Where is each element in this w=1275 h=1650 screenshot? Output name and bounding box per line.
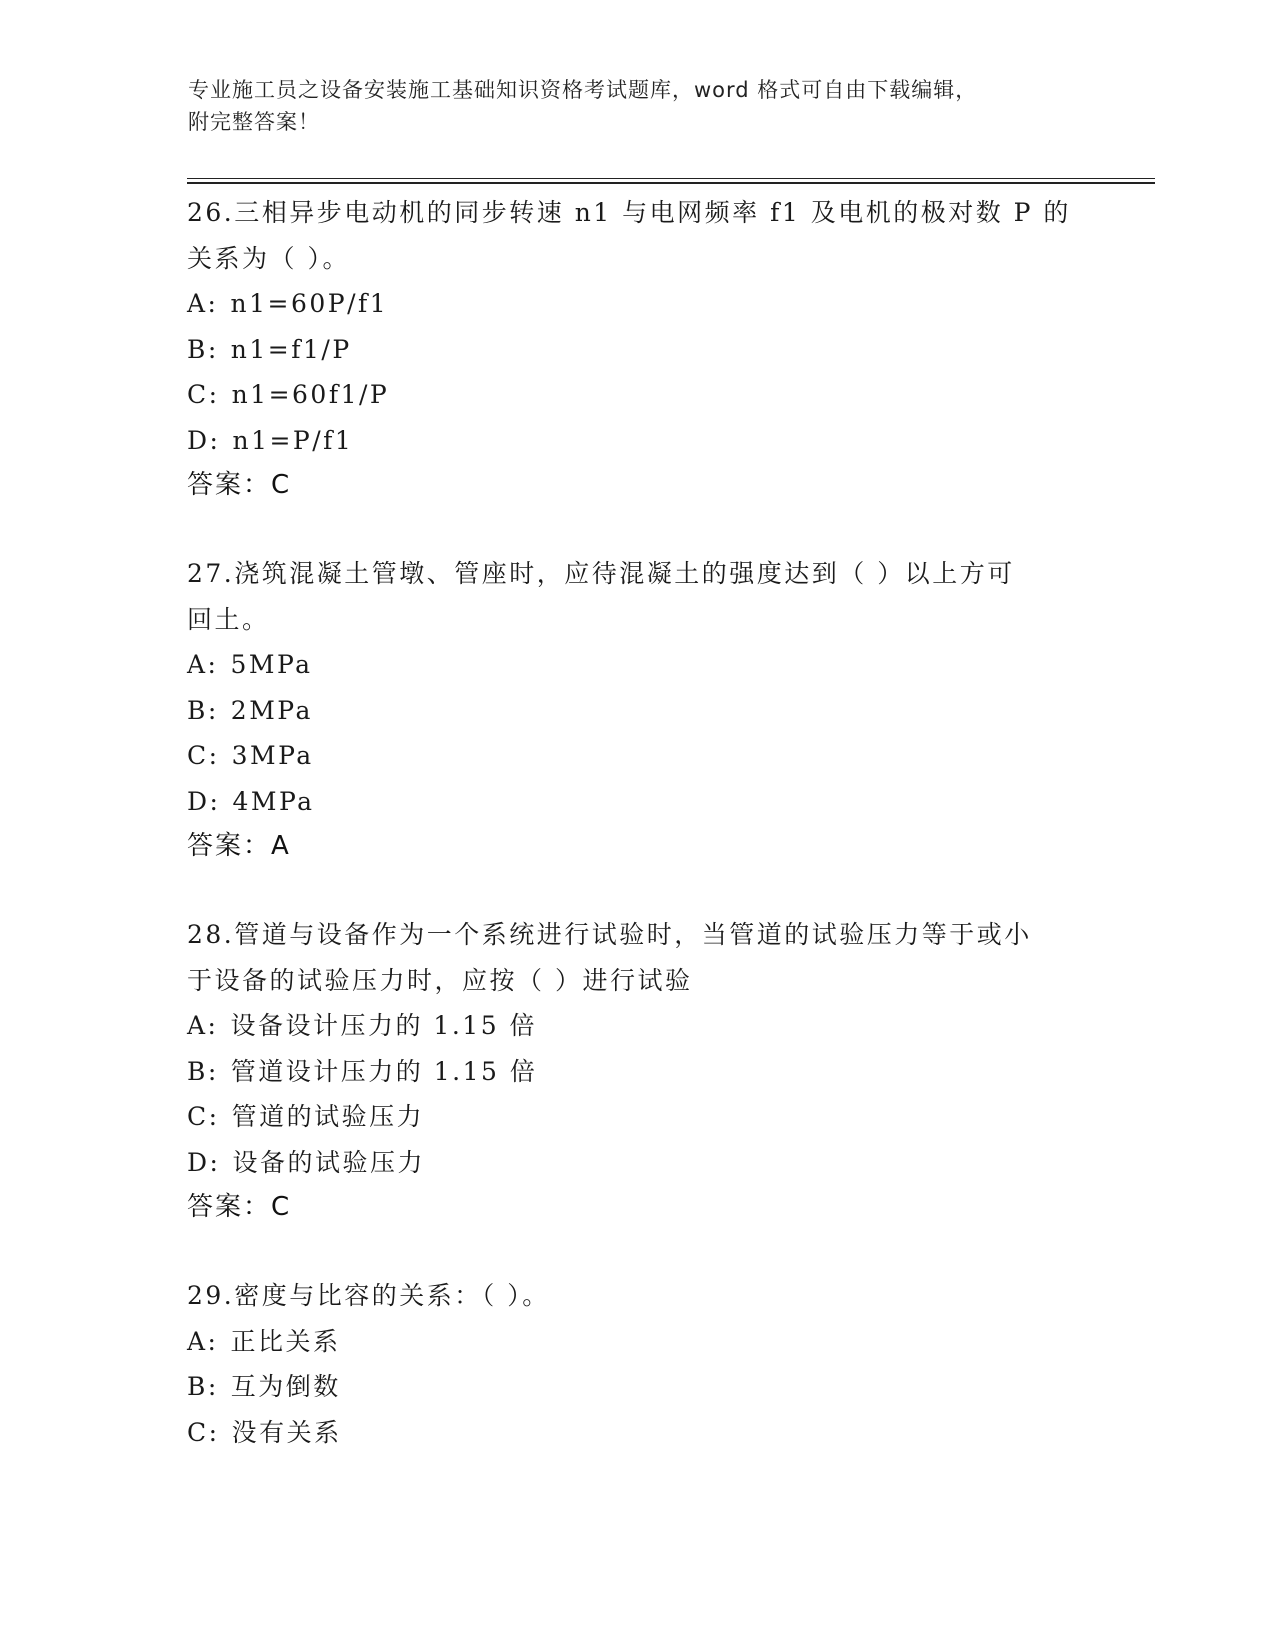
answer-key: 答案：C: [187, 470, 292, 500]
option-letter: A:: [187, 1326, 219, 1356]
question-stem-line: 于设备的试验压力时，应按（ ）进行试验: [187, 965, 693, 995]
option-letter: D:: [187, 786, 221, 816]
answer-option: [187, 688, 1087, 734]
option-letter: C:: [187, 741, 220, 770]
answer-option: [187, 1140, 1087, 1186]
answer-option: [187, 1410, 1087, 1456]
answer-option: [187, 1094, 1087, 1140]
question-stem: [187, 912, 1087, 1003]
question-stem: [187, 551, 1087, 642]
answer-option: [187, 733, 1087, 779]
option-text: 设备的试验压力: [232, 1147, 425, 1177]
answer-option: [187, 779, 1087, 825]
question-stem-line: 关系为（ ）。: [187, 243, 350, 273]
option-letter: B:: [187, 695, 219, 725]
question-stem-line: 26.三相异步电动机的同步转速 n1 与电网频率 f1 及电机的极对数 P 的: [187, 198, 1071, 227]
question-stem-line: 回土。: [187, 604, 270, 634]
option-letter: C:: [187, 1417, 220, 1447]
answer-option: [187, 1049, 1087, 1095]
option-text: 5MPa: [230, 650, 313, 679]
option-letter: B:: [187, 1372, 219, 1401]
option-letter: D:: [187, 1147, 221, 1177]
answer-option: [187, 418, 1087, 464]
question-item: [187, 1273, 1087, 1455]
option-letter: B:: [187, 334, 219, 364]
question-stem-line: 28.管道与设备作为一个系统进行试验时，当管道的试验压力等于或小: [187, 920, 1032, 949]
answer-key: 答案：C: [187, 1192, 292, 1222]
question-stem-line: 29.密度与比容的关系：（ ）。: [187, 1281, 550, 1310]
option-text: n1=P/f1: [232, 425, 354, 455]
option-letter: A:: [187, 289, 219, 318]
option-text: 正比关系: [230, 1326, 341, 1356]
answer-option: [187, 1364, 1087, 1410]
header-line-1: 专业施工员之设备安装施工基础知识资格考试题库，word 格式可自由下载编辑，: [188, 78, 978, 102]
header-divider-thin: [187, 178, 1155, 179]
document-header: [188, 74, 1088, 138]
option-text: 管道设计压力的 1.15 倍: [230, 1056, 538, 1086]
option-letter: D:: [187, 425, 221, 455]
option-text: 4MPa: [232, 786, 315, 816]
answer-option: [187, 281, 1087, 327]
option-text: 互为倒数: [230, 1372, 341, 1401]
question-stem: [187, 190, 1087, 281]
question-stem-line: 27.浇筑混凝土管墩、管座时，应待混凝土的强度达到（ ）以上方可: [187, 559, 1015, 588]
option-letter: B:: [187, 1056, 219, 1086]
answer-option: [187, 1319, 1087, 1365]
option-text: 2MPa: [230, 695, 313, 725]
question-item: [187, 551, 1087, 868]
option-letter: A:: [187, 1011, 219, 1040]
question-stem: [187, 1273, 1087, 1319]
answer-key: 答案：A: [187, 831, 291, 861]
answer-option: [187, 1003, 1087, 1049]
option-text: n1=f1/P: [230, 334, 352, 364]
answer-option: [187, 642, 1087, 688]
answer-option: [187, 327, 1087, 373]
option-text: 3MPa: [231, 741, 314, 770]
answer-option: [187, 372, 1087, 418]
question-item: [187, 190, 1087, 507]
option-letter: C:: [187, 380, 220, 409]
header-divider-thick: [187, 182, 1155, 184]
question-item: [187, 912, 1087, 1229]
option-text: n1=60f1/P: [231, 380, 390, 409]
option-text: 设备设计压力的 1.15 倍: [230, 1011, 538, 1040]
option-letter: A:: [187, 650, 219, 679]
option-text: 管道的试验压力: [231, 1102, 425, 1131]
question-list: [187, 190, 1087, 1499]
option-text: n1=60P/f1: [230, 289, 389, 318]
header-line-2: 附完整答案！: [188, 110, 320, 134]
option-text: 没有关系: [231, 1417, 342, 1447]
option-letter: C:: [187, 1102, 220, 1131]
